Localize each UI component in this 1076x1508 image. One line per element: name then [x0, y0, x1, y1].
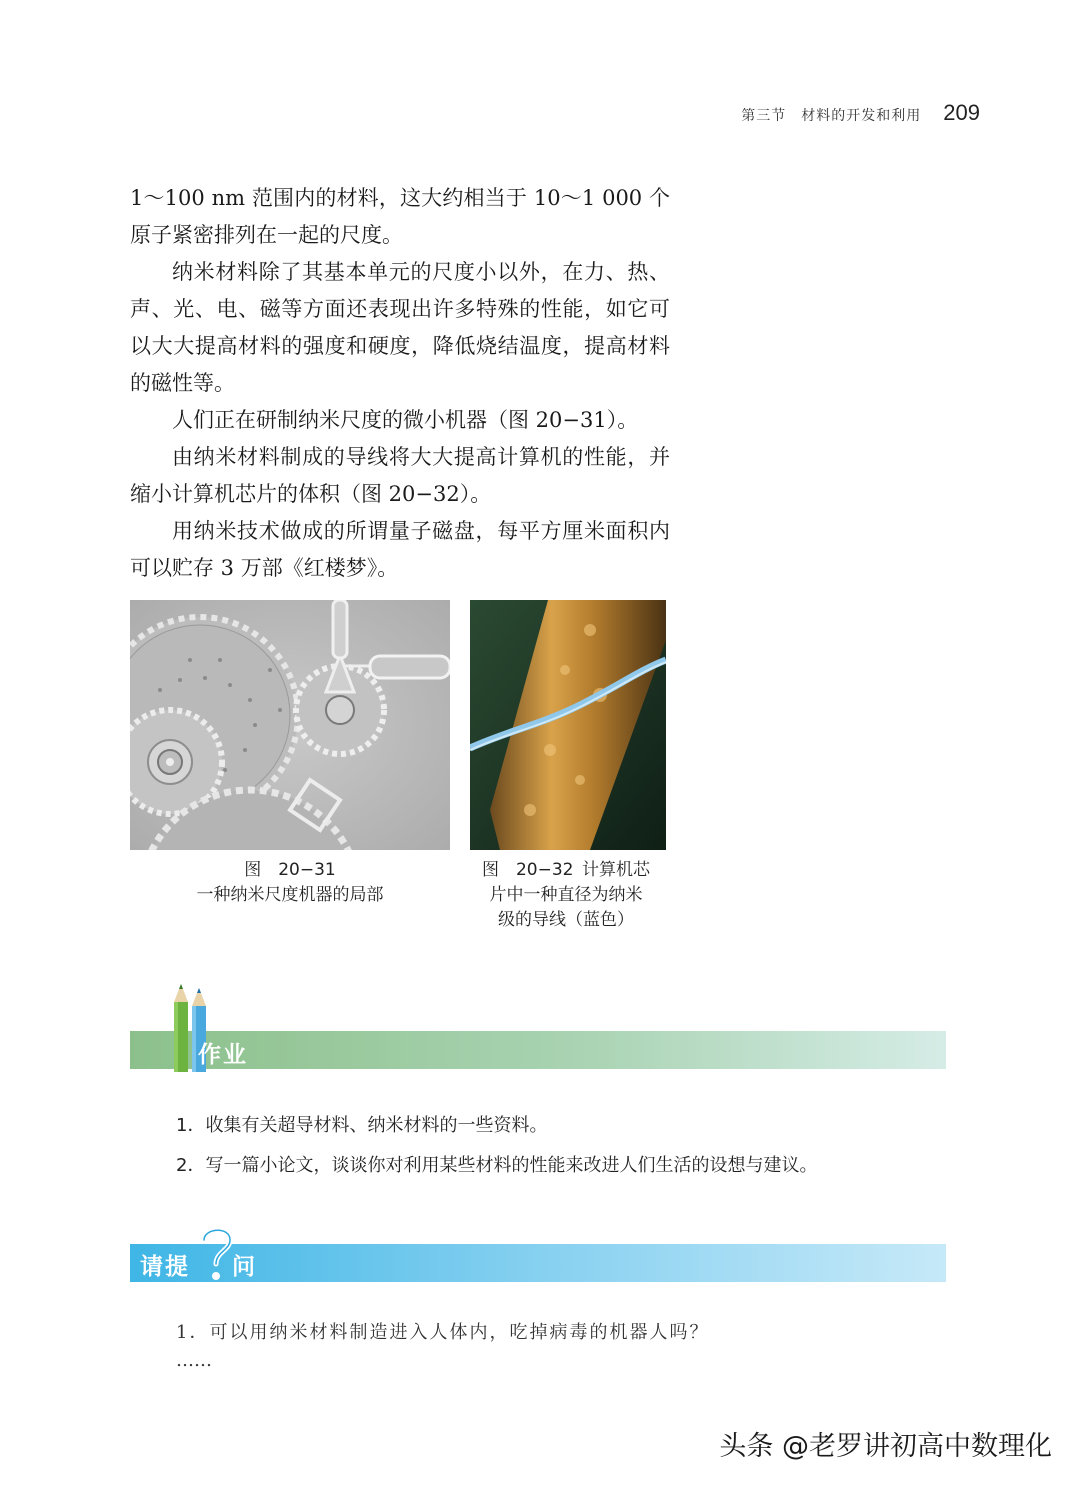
paragraph: 纳米材料除了其基本单元的尺度小以外，在力、热、声、光、电、磁等方面还表现出许多特殊的性能，如它可以大大提高材料的强度和硬度，降低烧结温度，提高材料的磁性等。: [130, 260, 670, 395]
gear-illustration: [130, 600, 450, 850]
paragraph: 人们正在研制纳米尺度的微小机器（图 20−31）。: [172, 408, 639, 432]
question-item: 1．可以用纳米材料制造进入人体内，吃掉病毒的机器人吗？: [176, 1322, 710, 1343]
figure-label: 图 20−32: [481, 860, 574, 880]
body-text: [130, 180, 670, 587]
figure-caption-text: 级的导线（蓝色）: [498, 910, 634, 930]
homework-banner: [130, 1031, 946, 1069]
figure-nanowire-image: [470, 600, 666, 850]
question-mark-icon: [196, 1222, 236, 1284]
paragraph: 用纳米技术做成的所谓量子磁盘，每平方厘米面积内可以贮存 3 万部《红楼梦》。: [130, 519, 670, 580]
figure-label: 图 20−31: [244, 860, 336, 880]
paragraph: 由纳米材料制成的导线将大大提高计算机的性能，并缩小计算机芯片的体积（图 20−32）。: [130, 445, 670, 506]
figure-caption-20-32: [466, 858, 666, 933]
section-title: 第三节 材料的开发和利用: [741, 108, 922, 124]
figure-nano-machine-image: [130, 600, 450, 850]
ellipsis: ……: [176, 1350, 212, 1371]
figure-caption-20-31: [150, 858, 430, 908]
figure-caption-text: 片中一种直径为纳米: [489, 885, 643, 905]
homework-item: 2．写一篇小论文，谈谈你对利用某些材料的性能来改进人们生活的设想与建议。: [176, 1155, 818, 1176]
ask-title-right: 问: [232, 1254, 255, 1280]
paragraph: 1～100 nm 范围内的材料，这大约相当于 10～1 000 个原子紧密排列在一起的尺度。: [130, 186, 670, 247]
running-header: [741, 100, 980, 126]
figure-caption-text: 一种纳米尺度机器的局部: [196, 885, 384, 905]
nanowire-illustration: [470, 600, 666, 850]
ask-title-left: 请提: [140, 1254, 190, 1280]
watermark: 头条 @老罗讲初高中数理化: [719, 1431, 1052, 1462]
homework-item: 1．收集有关超导材料、纳米材料的一些资料。: [176, 1115, 548, 1136]
page-number: 209: [943, 100, 980, 125]
homework-title: 作业: [198, 1042, 248, 1068]
figure-caption-text: 计算机芯: [582, 860, 650, 880]
